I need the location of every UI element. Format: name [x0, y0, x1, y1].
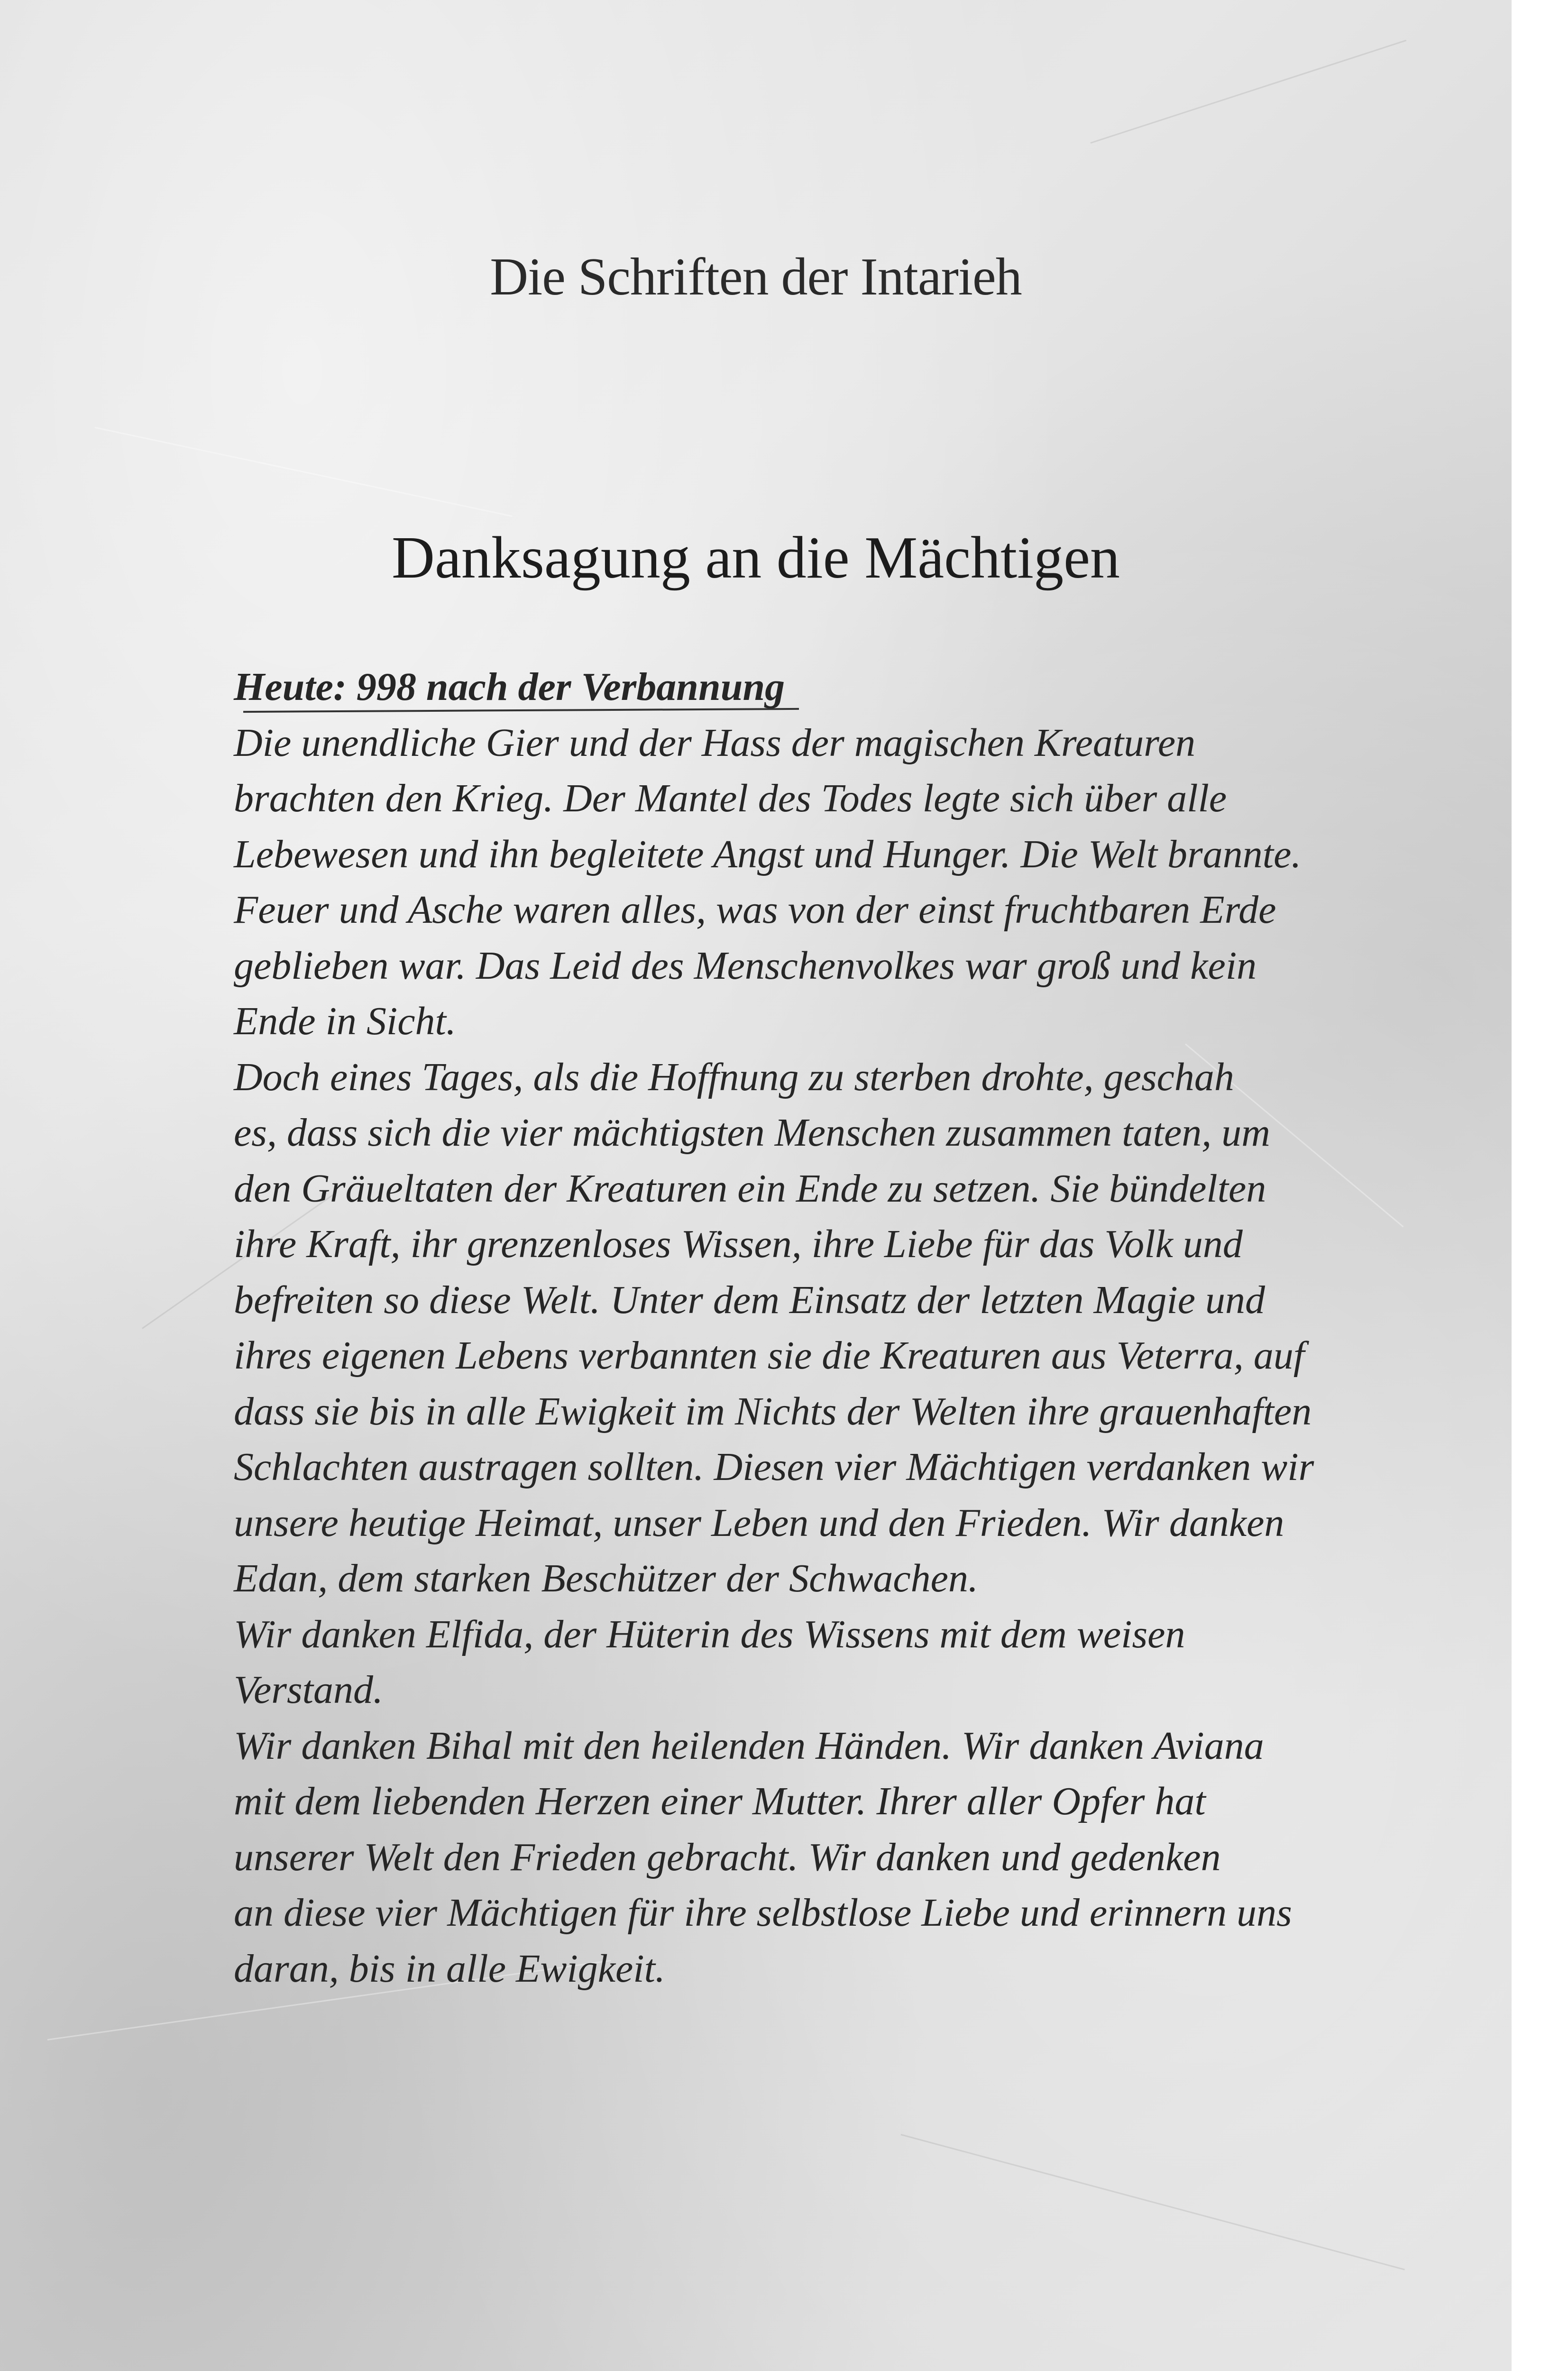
- text-line: Wir danken Elfida, der Hüterin des Wissens mit dem weisen: [234, 1612, 1185, 1656]
- text-line: geblieben war. Das Leid des Menschenvolkes war groß und kein: [234, 943, 1257, 988]
- text-line: den Gräueltaten der Kreaturen ein Ende zu setzen. Sie bündelten: [234, 1166, 1266, 1211]
- text-line: daran, bis in alle Ewigkeit.: [234, 1946, 665, 1991]
- text-line: Doch eines Tages, als die Hoffnung zu sterben drohte, geschah: [234, 1055, 1234, 1099]
- text-line: ihre Kraft, ihr grenzenloses Wissen, ihre Liebe für das Volk und: [234, 1222, 1243, 1266]
- text-line: mit dem liebenden Herzen einer Mutter. Ihrer aller Opfer hat: [234, 1779, 1206, 1823]
- text-line: unsere heutige Heimat, unser Leben und den Frieden. Wir danken: [234, 1500, 1284, 1545]
- text-line: Ende in Sicht.: [234, 999, 456, 1043]
- text-line: Verstand.: [234, 1668, 383, 1712]
- running-title: Die Schriften der Intarieh: [490, 248, 1022, 306]
- text-line: ihres eigenen Lebens verbannten sie die Kreaturen aus Veterra, auf: [234, 1333, 1305, 1378]
- text-line: Wir danken Bihal mit den heilenden Händen. Wir danken Aviana: [234, 1723, 1264, 1768]
- text-line: Schlachten austragen sollten. Diesen vier Mächtigen verdanken wir: [234, 1445, 1314, 1489]
- text-line: es, dass sich die vier mächtigsten Menschen zusammen taten, um: [234, 1111, 1270, 1155]
- paper-crease: [901, 2134, 1405, 2270]
- text-line: an diese vier Mächtigen für ihre selbstlose Liebe und erinnern uns: [234, 1891, 1292, 1935]
- text-line: Lebewesen und ihn begleitete Angst und Hunger. Die Welt brannte.: [234, 832, 1302, 876]
- text-line: Edan, dem starken Beschützer der Schwachen.: [234, 1556, 978, 1600]
- scroll-text-body: [234, 659, 1324, 1996]
- text-line: befreiten so diese Welt. Unter dem Einsatz der letzten Magie und: [234, 1277, 1265, 1322]
- text-line: dass sie bis in alle Ewigkeit im Nichts der Welten ihre grauenhaften: [234, 1389, 1312, 1434]
- text-line: Feuer und Asche waren alles, was von der einst fruchtbaren Erde: [234, 888, 1276, 932]
- text-line: brachten den Krieg. Der Mantel des Todes legte sich über alle: [234, 776, 1227, 820]
- text-line: unserer Welt den Frieden gebracht. Wir danken und gedenken: [234, 1835, 1221, 1879]
- paper-crease: [95, 427, 513, 517]
- dateline: Heute: 998 nach der Verbannung: [234, 659, 785, 715]
- dateline-row: [234, 659, 1324, 715]
- text-line: Die unendliche Gier und der Hass der magischen Kreaturen: [234, 720, 1196, 765]
- chapter-title: Danksagung an die Mächtigen: [391, 525, 1120, 591]
- paper-crease: [1091, 40, 1407, 144]
